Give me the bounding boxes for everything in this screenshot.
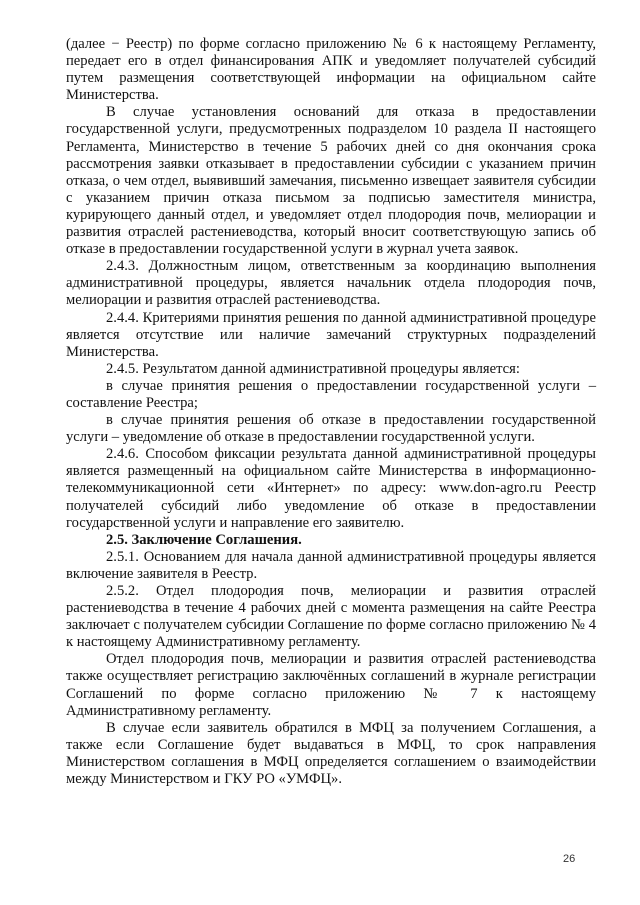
- paragraph-registration-journal: Отдел плодородия почв, мелиорации и развития отраслей растениеводства также осуществляет регистрацию заключённых соглашений в журнале регистрации Соглашений по форме согласно приложению № 7 к настоящему Административному регламенту.: [66, 651, 596, 719]
- paragraph-continuation-registry: (далее − Реестр) по форме согласно приложению № 6 к настоящему Регламенту, передает его в отдел финансирования АПК и уведомляет получателей субсидий путем размещения соответствующей информации на официальном сайте Министерства.: [66, 36, 596, 104]
- section-heading-2-5: 2.5. Заключение Соглашения.: [106, 531, 302, 548]
- paragraph-2-4-3: 2.4.3. Должностным лицом, ответственным за координацию выполнения административной процедуры, является начальник отдела плодородия почв, мелиорации и развития отраслей растениеводства.: [66, 258, 596, 309]
- paragraph-2-4-6: 2.4.6. Способом фиксации результата данной административной процедуры является размещенный на официальном сайте Министерства в информационно-телекоммуникационной сети «Интернет» по адресу: www.don-agro.ru Реестр получателей субсидий либо уведомление об отказе в предоставлении государственной услуги и направление его заявителю.: [66, 446, 596, 531]
- paragraph-result-refusal: в случае принятия решения об отказе в предоставлении государственной услуги – уведомление об отказе в предоставлении государственной услуги.: [66, 412, 596, 446]
- paragraph-2-5-2: 2.5.2. Отдел плодородия почв, мелиорации и развития отраслей растениеводства в течение 4 рабочих дней с момента размещения на сайте Реестра заключает с получателем субсидии Соглашение по форме согласно приложению № 4 к настоящему Административному регламенту.: [66, 583, 596, 651]
- paragraph-refusal-grounds: В случае установления оснований для отказа в предоставлении государственной услуги, предусмотренных подразделом 10 раздела II настоящего Регламента, Министерство в течение 5 рабочих дней со дня окончания срока рассмотрения заявки отказывает в предоставлении субсидии с указанием причин отказа, о чем отдел, выявивший замечания, письменно извещает заявителя субсидии с указанием причин отказа письмом за подписью заместителя министра, курирующего данный отдел, и уведомляет отдел плодородия почв, мелиорации и развития отраслей растениеводства, который вносит соответствующую запись об отказе в предоставлении государственной услуги в журнал учета заявок.: [66, 104, 596, 258]
- paragraph-result-approval: в случае принятия решения о предоставлении государственной услуги – составление Реестра;: [66, 377, 596, 411]
- paragraph-2-4-4: 2.4.4. Критериями принятия решения по данной административной процедуре является отсутствие или наличие замечаний структурных подразделений Министерства.: [66, 309, 596, 360]
- document-page: [66, 36, 596, 788]
- page-number: 26: [563, 853, 576, 865]
- paragraph-2-4-5: 2.4.5. Результатом данной административной процедуры является:: [106, 360, 520, 377]
- paragraph-2-5-1: 2.5.1. Основанием для начала данной административной процедуры является включение заявителя в Реестр.: [66, 548, 596, 582]
- paragraph-mfc-agreement: В случае если заявитель обратился в МФЦ за получением Соглашения, а также если Соглашение будет выдаваться в МФЦ, то срок направления Министерством соглашения в МФЦ определяется соглашением о взаимодействии между Министерством и ГКУ РО «УМФЦ».: [66, 719, 596, 788]
